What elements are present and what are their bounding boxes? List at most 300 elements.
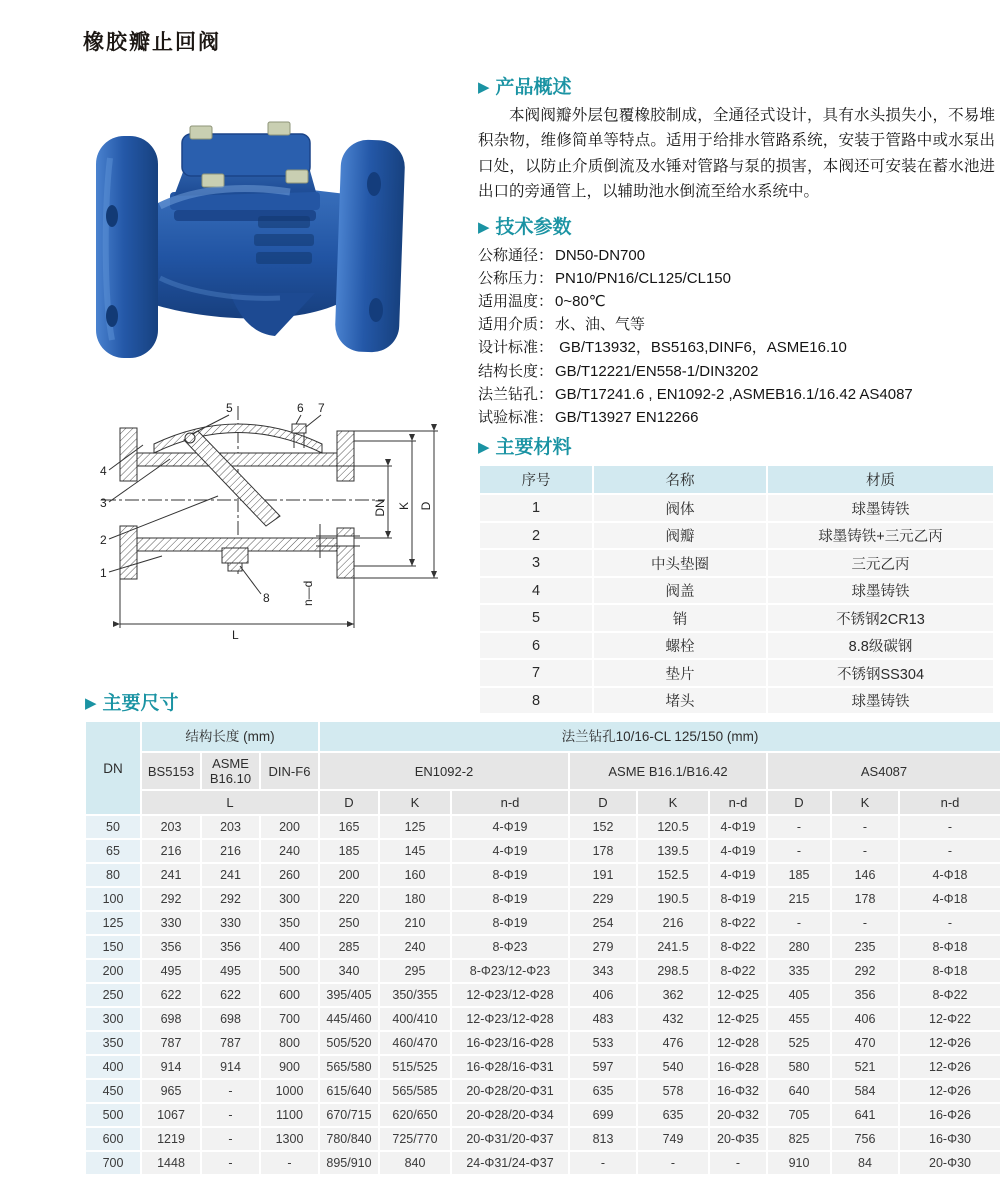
part-label-6: 6 — [297, 401, 304, 415]
table-cell: 495 — [142, 960, 200, 982]
table-cell: 7 — [480, 660, 592, 686]
table-cell: 470 — [832, 1032, 898, 1054]
table-cell: 505/520 — [320, 1032, 378, 1054]
table-cell: 1219 — [142, 1128, 200, 1150]
table-cell: 20-Φ32 — [710, 1104, 766, 1126]
dims-sub-asme-b161: ASME B16.1/B16.42 — [570, 753, 766, 789]
table-cell: 705 — [768, 1104, 830, 1126]
table-cell: 495 — [202, 960, 259, 982]
table-cell: 12-Φ23/12-Φ28 — [452, 984, 568, 1006]
table-cell: 578 — [638, 1080, 708, 1102]
table-cell: 堵头 — [594, 688, 766, 714]
table-cell: 6 — [480, 633, 592, 659]
dim-label-nd: n—d — [301, 580, 315, 606]
table-cell: 254 — [570, 912, 636, 934]
table-cell: 521 — [832, 1056, 898, 1078]
table-cell: 178 — [570, 840, 636, 862]
table-cell: 483 — [570, 1008, 636, 1030]
table-cell: 20-Φ31/20-Φ37 — [452, 1128, 568, 1150]
dims-group-structure-length: 结构长度 (mm) — [142, 722, 318, 751]
table-cell: 350/355 — [380, 984, 450, 1006]
table-row — [86, 864, 1000, 886]
table-cell: 405 — [768, 984, 830, 1006]
table-cell: 279 — [570, 936, 636, 958]
table-cell: 152.5 — [638, 864, 708, 886]
table-cell: 4-Φ18 — [900, 888, 1000, 910]
table-cell: 2 — [480, 523, 592, 549]
table-cell: 145 — [380, 840, 450, 862]
table-row — [480, 523, 993, 549]
table-cell: 8-Φ19 — [452, 912, 568, 934]
dims-en-nd: n-d — [452, 791, 568, 814]
table-cell: - — [832, 912, 898, 934]
table-cell: 525 — [768, 1032, 830, 1054]
materials-col-no: 序号 — [480, 466, 592, 493]
table-cell: 220 — [320, 888, 378, 910]
table-cell: 8-Φ19 — [452, 888, 568, 910]
section-heading-overview — [478, 74, 995, 102]
table-cell: - — [768, 816, 830, 838]
table-cell: 285 — [320, 936, 378, 958]
tech-param-line: 试验标准： GB/T13927 EN12266 — [478, 409, 699, 427]
table-cell: 20-Φ35 — [710, 1128, 766, 1150]
table-cell: 500 — [86, 1104, 140, 1126]
dimensions-table — [84, 720, 1000, 1176]
table-cell: 12-Φ28 — [710, 1032, 766, 1054]
table-cell: 350 — [261, 912, 318, 934]
part-label-2: 2 — [100, 533, 107, 547]
table-cell: 450 — [86, 1080, 140, 1102]
materials-heading-text: 主要材料 — [495, 437, 572, 459]
dims-asme-d: D — [570, 791, 636, 814]
table-cell: 178 — [832, 888, 898, 910]
table-cell: 635 — [638, 1104, 708, 1126]
dim-label-l: L — [232, 628, 239, 642]
table-cell: 125 — [380, 816, 450, 838]
table-cell: 749 — [638, 1128, 708, 1150]
table-cell: 635 — [570, 1080, 636, 1102]
table-cell: 641 — [832, 1104, 898, 1126]
table-cell: 125 — [86, 912, 140, 934]
tech-param-line: 适用介质： 水、油、气等 — [478, 316, 646, 334]
dims-asme-k: K — [638, 791, 708, 814]
table-row — [86, 1152, 1000, 1174]
product-photo — [90, 88, 470, 390]
table-cell: 620/650 — [380, 1104, 450, 1126]
table-cell: 813 — [570, 1128, 636, 1150]
table-cell: 阀瓣 — [594, 523, 766, 549]
materials-col-material: 材质 — [768, 466, 993, 493]
table-row — [86, 1128, 1000, 1150]
table-cell: 8-Φ19 — [710, 888, 766, 910]
table-cell: 260 — [261, 864, 318, 886]
table-cell: 146 — [832, 864, 898, 886]
table-cell: 640 — [768, 1080, 830, 1102]
table-cell: - — [768, 840, 830, 862]
materials-col-name: 名称 — [594, 466, 766, 493]
table-cell: 191 — [570, 864, 636, 886]
table-cell: 240 — [261, 840, 318, 862]
table-cell: 4-Φ19 — [710, 840, 766, 862]
table-cell: 670/715 — [320, 1104, 378, 1126]
table-cell: 780/840 — [320, 1128, 378, 1150]
table-cell: - — [202, 1128, 259, 1150]
table-cell: 356 — [142, 936, 200, 958]
table-cell: - — [900, 840, 1000, 862]
table-cell: 50 — [86, 816, 140, 838]
table-cell: 500 — [261, 960, 318, 982]
table-cell: 250 — [320, 912, 378, 934]
table-row — [86, 816, 1000, 838]
valve-photo-illustration — [90, 88, 470, 390]
tech-param-line: 法兰钻孔： GB/T17241.6 , EN1092-2 ,ASMEB16.1/16.42 AS4087 — [478, 385, 913, 403]
table-cell: 241.5 — [638, 936, 708, 958]
table-cell: 241 — [142, 864, 200, 886]
table-cell: 不锈钢2CR13 — [768, 605, 993, 631]
table-row — [480, 688, 993, 714]
table-cell: 584 — [832, 1080, 898, 1102]
table-cell: 229 — [570, 888, 636, 910]
table-cell: 362 — [638, 984, 708, 1006]
dims-sub-asme-b1610: ASME B16.10 — [202, 753, 259, 789]
table-row — [86, 1104, 1000, 1126]
table-cell: 533 — [570, 1032, 636, 1054]
table-cell: 8-Φ23 — [452, 936, 568, 958]
table-cell: 球墨铸铁 — [768, 688, 993, 714]
table-cell: 1067 — [142, 1104, 200, 1126]
table-cell: 180 — [380, 888, 450, 910]
table-cell: - — [832, 816, 898, 838]
table-cell: 8-Φ18 — [900, 960, 1000, 982]
dim-label-k: K — [397, 501, 411, 511]
dim-label-d: D — [419, 501, 433, 511]
table-cell: 298.5 — [638, 960, 708, 982]
tech-param-line: 适用温度： 0~80℃ — [478, 293, 606, 311]
table-cell: 185 — [320, 840, 378, 862]
table-cell: - — [832, 840, 898, 862]
table-cell: - — [202, 1152, 259, 1174]
table-cell: 400 — [86, 1056, 140, 1078]
dimensions-table-wrap — [84, 720, 1000, 1176]
table-cell: 1300 — [261, 1128, 318, 1150]
table-cell: 235 — [832, 936, 898, 958]
dims-group-flange-drilling: 法兰钻孔10/16-CL 125/150 (mm) — [320, 722, 1000, 751]
table-cell: 1100 — [261, 1104, 318, 1126]
table-cell: 12-Φ25 — [710, 984, 766, 1006]
dims-col-dn: DN — [86, 722, 140, 814]
table-cell: 球墨铸铁+三元乙丙 — [768, 523, 993, 549]
tech-param-line: 公称通径： DN50-DN700 — [478, 246, 646, 264]
table-cell: 20-Φ28/20-Φ31 — [452, 1080, 568, 1102]
part-label-7: 7 — [318, 401, 325, 415]
table-cell: 1448 — [142, 1152, 200, 1174]
part-label-1: 1 — [100, 566, 107, 580]
table-cell: 330 — [202, 912, 259, 934]
table-cell: 615/640 — [320, 1080, 378, 1102]
table-cell: 406 — [832, 1008, 898, 1030]
table-cell: 8.8级碳钢 — [768, 633, 993, 659]
table-cell: 5 — [480, 605, 592, 631]
table-cell: 阀盖 — [594, 578, 766, 604]
table-cell: 12-Φ22 — [900, 1008, 1000, 1030]
table-cell: 4-Φ18 — [900, 864, 1000, 886]
table-cell: 4-Φ19 — [452, 840, 568, 862]
tech-params-list — [478, 244, 995, 430]
materials-header-row — [480, 466, 993, 493]
triangle-bullet-icon: ▶ — [478, 218, 490, 236]
table-cell: 12-Φ25 — [710, 1008, 766, 1030]
table-row — [86, 888, 1000, 910]
dims-sub-en1092-2: EN1092-2 — [320, 753, 568, 789]
table-cell: 515/525 — [380, 1056, 450, 1078]
table-cell: 12-Φ26 — [900, 1080, 1000, 1102]
table-cell: 340 — [320, 960, 378, 982]
table-row — [86, 1032, 1000, 1054]
table-cell: 400/410 — [380, 1008, 450, 1030]
dims-asme-nd: n-d — [710, 791, 766, 814]
table-cell: 120.5 — [638, 816, 708, 838]
table-cell: 400 — [261, 936, 318, 958]
table-cell: 210 — [380, 912, 450, 934]
table-cell: 8-Φ22 — [710, 936, 766, 958]
table-cell: 540 — [638, 1056, 708, 1078]
table-cell: 球墨铸铁 — [768, 578, 993, 604]
table-cell: 699 — [570, 1104, 636, 1126]
table-cell: 8-Φ18 — [900, 936, 1000, 958]
table-cell: 215 — [768, 888, 830, 910]
table-row — [480, 660, 993, 686]
table-cell: - — [570, 1152, 636, 1174]
table-cell: 销 — [594, 605, 766, 631]
table-cell: 16-Φ23/16-Φ28 — [452, 1032, 568, 1054]
table-cell: 280 — [768, 936, 830, 958]
table-cell: 600 — [261, 984, 318, 1006]
table-cell: 216 — [202, 840, 259, 862]
table-cell: 150 — [86, 936, 140, 958]
dims-en-k: K — [380, 791, 450, 814]
table-cell: 622 — [202, 984, 259, 1006]
table-cell: 455 — [768, 1008, 830, 1030]
technical-drawing — [80, 396, 480, 664]
table-cell: 8-Φ22 — [710, 960, 766, 982]
table-cell: 600 — [86, 1128, 140, 1150]
table-cell: - — [900, 816, 1000, 838]
table-row — [86, 1008, 1000, 1030]
part-label-4: 4 — [100, 464, 107, 478]
table-row — [86, 960, 1000, 982]
table-cell: 84 — [832, 1152, 898, 1174]
table-row — [86, 984, 1000, 1006]
table-cell: 203 — [142, 816, 200, 838]
table-cell: 16-Φ32 — [710, 1080, 766, 1102]
dims-as-k: K — [832, 791, 898, 814]
dims-as-nd: n-d — [900, 791, 1000, 814]
dims-sub-as4087: AS4087 — [768, 753, 1000, 789]
table-cell: 597 — [570, 1056, 636, 1078]
table-cell: 356 — [202, 936, 259, 958]
table-cell: 292 — [142, 888, 200, 910]
table-cell: - — [202, 1080, 259, 1102]
overview-paragraph: 本阀阀瓣外层包覆橡胶制成，全通径式设计，具有水头损失小，不易堆积杂物，维修简单等特点。适用于给排水管路系统，安装于管路中或水泵出口处，以防止介质倒流及水锤对管路与泵的损害，本阀还可安装在蓄水池进出口的旁通管上，以辅助池水倒流至给水系统中。 — [478, 107, 995, 201]
table-cell: 698 — [202, 1008, 259, 1030]
table-cell: 292 — [832, 960, 898, 982]
table-cell: 914 — [142, 1056, 200, 1078]
table-cell: 895/910 — [320, 1152, 378, 1174]
table-cell: 203 — [202, 816, 259, 838]
table-cell: 12-Φ26 — [900, 1032, 1000, 1054]
triangle-bullet-icon: ▶ — [478, 439, 490, 457]
valve-section-drawing — [80, 396, 480, 664]
table-cell: 80 — [86, 864, 140, 886]
table-cell: - — [710, 1152, 766, 1174]
table-row — [86, 1056, 1000, 1078]
table-cell: - — [900, 912, 1000, 934]
tech-param-line: 设计标准： GB/T13932，BS5163,DINF6，ASME16.10 — [478, 339, 847, 357]
table-cell: 16-Φ26 — [900, 1104, 1000, 1126]
table-cell: 910 — [768, 1152, 830, 1174]
table-cell: 185 — [768, 864, 830, 886]
dimensions-heading-text: 主要尺寸 — [102, 693, 179, 714]
table-cell: 139.5 — [638, 840, 708, 862]
table-cell: 216 — [142, 840, 200, 862]
table-cell: 4-Φ19 — [452, 816, 568, 838]
table-cell: 8-Φ23/12-Φ23 — [452, 960, 568, 982]
table-cell: 725/770 — [380, 1128, 450, 1150]
table-cell: 800 — [261, 1032, 318, 1054]
table-cell: 756 — [832, 1128, 898, 1150]
table-cell: 中头垫圈 — [594, 550, 766, 576]
table-cell: 476 — [638, 1032, 708, 1054]
table-cell: 4 — [480, 578, 592, 604]
dims-en-d: D — [320, 791, 378, 814]
table-cell: 152 — [570, 816, 636, 838]
table-cell: 20-Φ30 — [900, 1152, 1000, 1174]
table-cell: 330 — [142, 912, 200, 934]
table-cell: 565/585 — [380, 1080, 450, 1102]
table-cell: 216 — [638, 912, 708, 934]
table-row — [480, 633, 993, 659]
table-cell: - — [638, 1152, 708, 1174]
part-label-8: 8 — [263, 591, 270, 605]
table-cell: - — [202, 1104, 259, 1126]
table-cell: 241 — [202, 864, 259, 886]
table-cell: 700 — [86, 1152, 140, 1174]
part-label-5: 5 — [226, 401, 233, 415]
table-cell: 160 — [380, 864, 450, 886]
table-cell: 200 — [86, 960, 140, 982]
table-cell: 565/580 — [320, 1056, 378, 1078]
table-cell: 300 — [86, 1008, 140, 1030]
table-cell: 200 — [261, 816, 318, 838]
table-row — [86, 936, 1000, 958]
table-cell: 3 — [480, 550, 592, 576]
table-cell: 350 — [86, 1032, 140, 1054]
table-cell: 165 — [320, 816, 378, 838]
dims-header-row-2 — [86, 753, 1000, 789]
table-cell: 垫片 — [594, 660, 766, 686]
table-cell: 460/470 — [380, 1032, 450, 1054]
table-cell: 295 — [380, 960, 450, 982]
table-cell: 16-Φ30 — [900, 1128, 1000, 1150]
table-cell: 8-Φ22 — [900, 984, 1000, 1006]
table-cell: 914 — [202, 1056, 259, 1078]
table-cell: 190.5 — [638, 888, 708, 910]
part-label-3: 3 — [100, 496, 107, 510]
table-cell: 840 — [380, 1152, 450, 1174]
table-cell: 阀体 — [594, 495, 766, 521]
triangle-bullet-icon: ▶ — [85, 695, 97, 712]
table-cell: 432 — [638, 1008, 708, 1030]
table-cell: 24-Φ31/24-Φ37 — [452, 1152, 568, 1174]
table-cell: 12-Φ26 — [900, 1056, 1000, 1078]
triangle-bullet-icon: ▶ — [478, 79, 490, 96]
table-cell: 100 — [86, 888, 140, 910]
table-cell: 12-Φ23/12-Φ28 — [452, 1008, 568, 1030]
table-cell: 292 — [202, 888, 259, 910]
table-cell: 球墨铸铁 — [768, 495, 993, 521]
section-heading-tech-params — [478, 214, 995, 242]
table-cell: 1000 — [261, 1080, 318, 1102]
table-cell: 16-Φ28/16-Φ31 — [452, 1056, 568, 1078]
table-row — [480, 578, 993, 604]
table-cell: 965 — [142, 1080, 200, 1102]
table-cell: 343 — [570, 960, 636, 982]
table-cell: 787 — [142, 1032, 200, 1054]
table-cell: 16-Φ28 — [710, 1056, 766, 1078]
table-cell: 356 — [832, 984, 898, 1006]
page-title: 橡胶瓣止回阀 — [83, 31, 221, 54]
dims-as-d: D — [768, 791, 830, 814]
table-cell: 700 — [261, 1008, 318, 1030]
materials-table — [478, 464, 995, 715]
tech-params-heading-text: 技术参数 — [495, 216, 572, 238]
table-row — [86, 1080, 1000, 1102]
right-column — [478, 74, 995, 715]
table-row — [480, 550, 993, 576]
table-cell: 1 — [480, 495, 592, 521]
table-cell: 三元乙丙 — [768, 550, 993, 576]
dim-label-dn: DN — [373, 499, 387, 517]
dims-header-row-1 — [86, 722, 1000, 751]
table-cell: 698 — [142, 1008, 200, 1030]
table-cell: 406 — [570, 984, 636, 1006]
table-cell: 250 — [86, 984, 140, 1006]
table-cell: 螺栓 — [594, 633, 766, 659]
table-cell: 335 — [768, 960, 830, 982]
overview-heading-text: 产品概述 — [495, 77, 572, 98]
table-cell: 300 — [261, 888, 318, 910]
tech-param-line: 结构长度： GB/T12221/EN558-1/DIN3202 — [478, 362, 759, 380]
dims-header-row-3 — [86, 791, 1000, 814]
table-cell: 900 — [261, 1056, 318, 1078]
table-row — [86, 840, 1000, 862]
table-row — [86, 912, 1000, 934]
table-cell: 825 — [768, 1128, 830, 1150]
table-cell: 20-Φ28/20-Φ34 — [452, 1104, 568, 1126]
section-heading-dimensions — [85, 690, 179, 718]
table-cell: - — [261, 1152, 318, 1174]
table-cell: 65 — [86, 840, 140, 862]
table-cell: 8 — [480, 688, 592, 714]
table-cell: 4-Φ19 — [710, 816, 766, 838]
dims-sub-din-f6: DIN-F6 — [261, 753, 318, 789]
table-row — [480, 605, 993, 631]
section-heading-materials — [478, 434, 995, 462]
table-cell: 8-Φ22 — [710, 912, 766, 934]
table-cell: 不锈钢SS304 — [768, 660, 993, 686]
dims-sub-bs5153: BS5153 — [142, 753, 200, 789]
table-cell: 445/460 — [320, 1008, 378, 1030]
